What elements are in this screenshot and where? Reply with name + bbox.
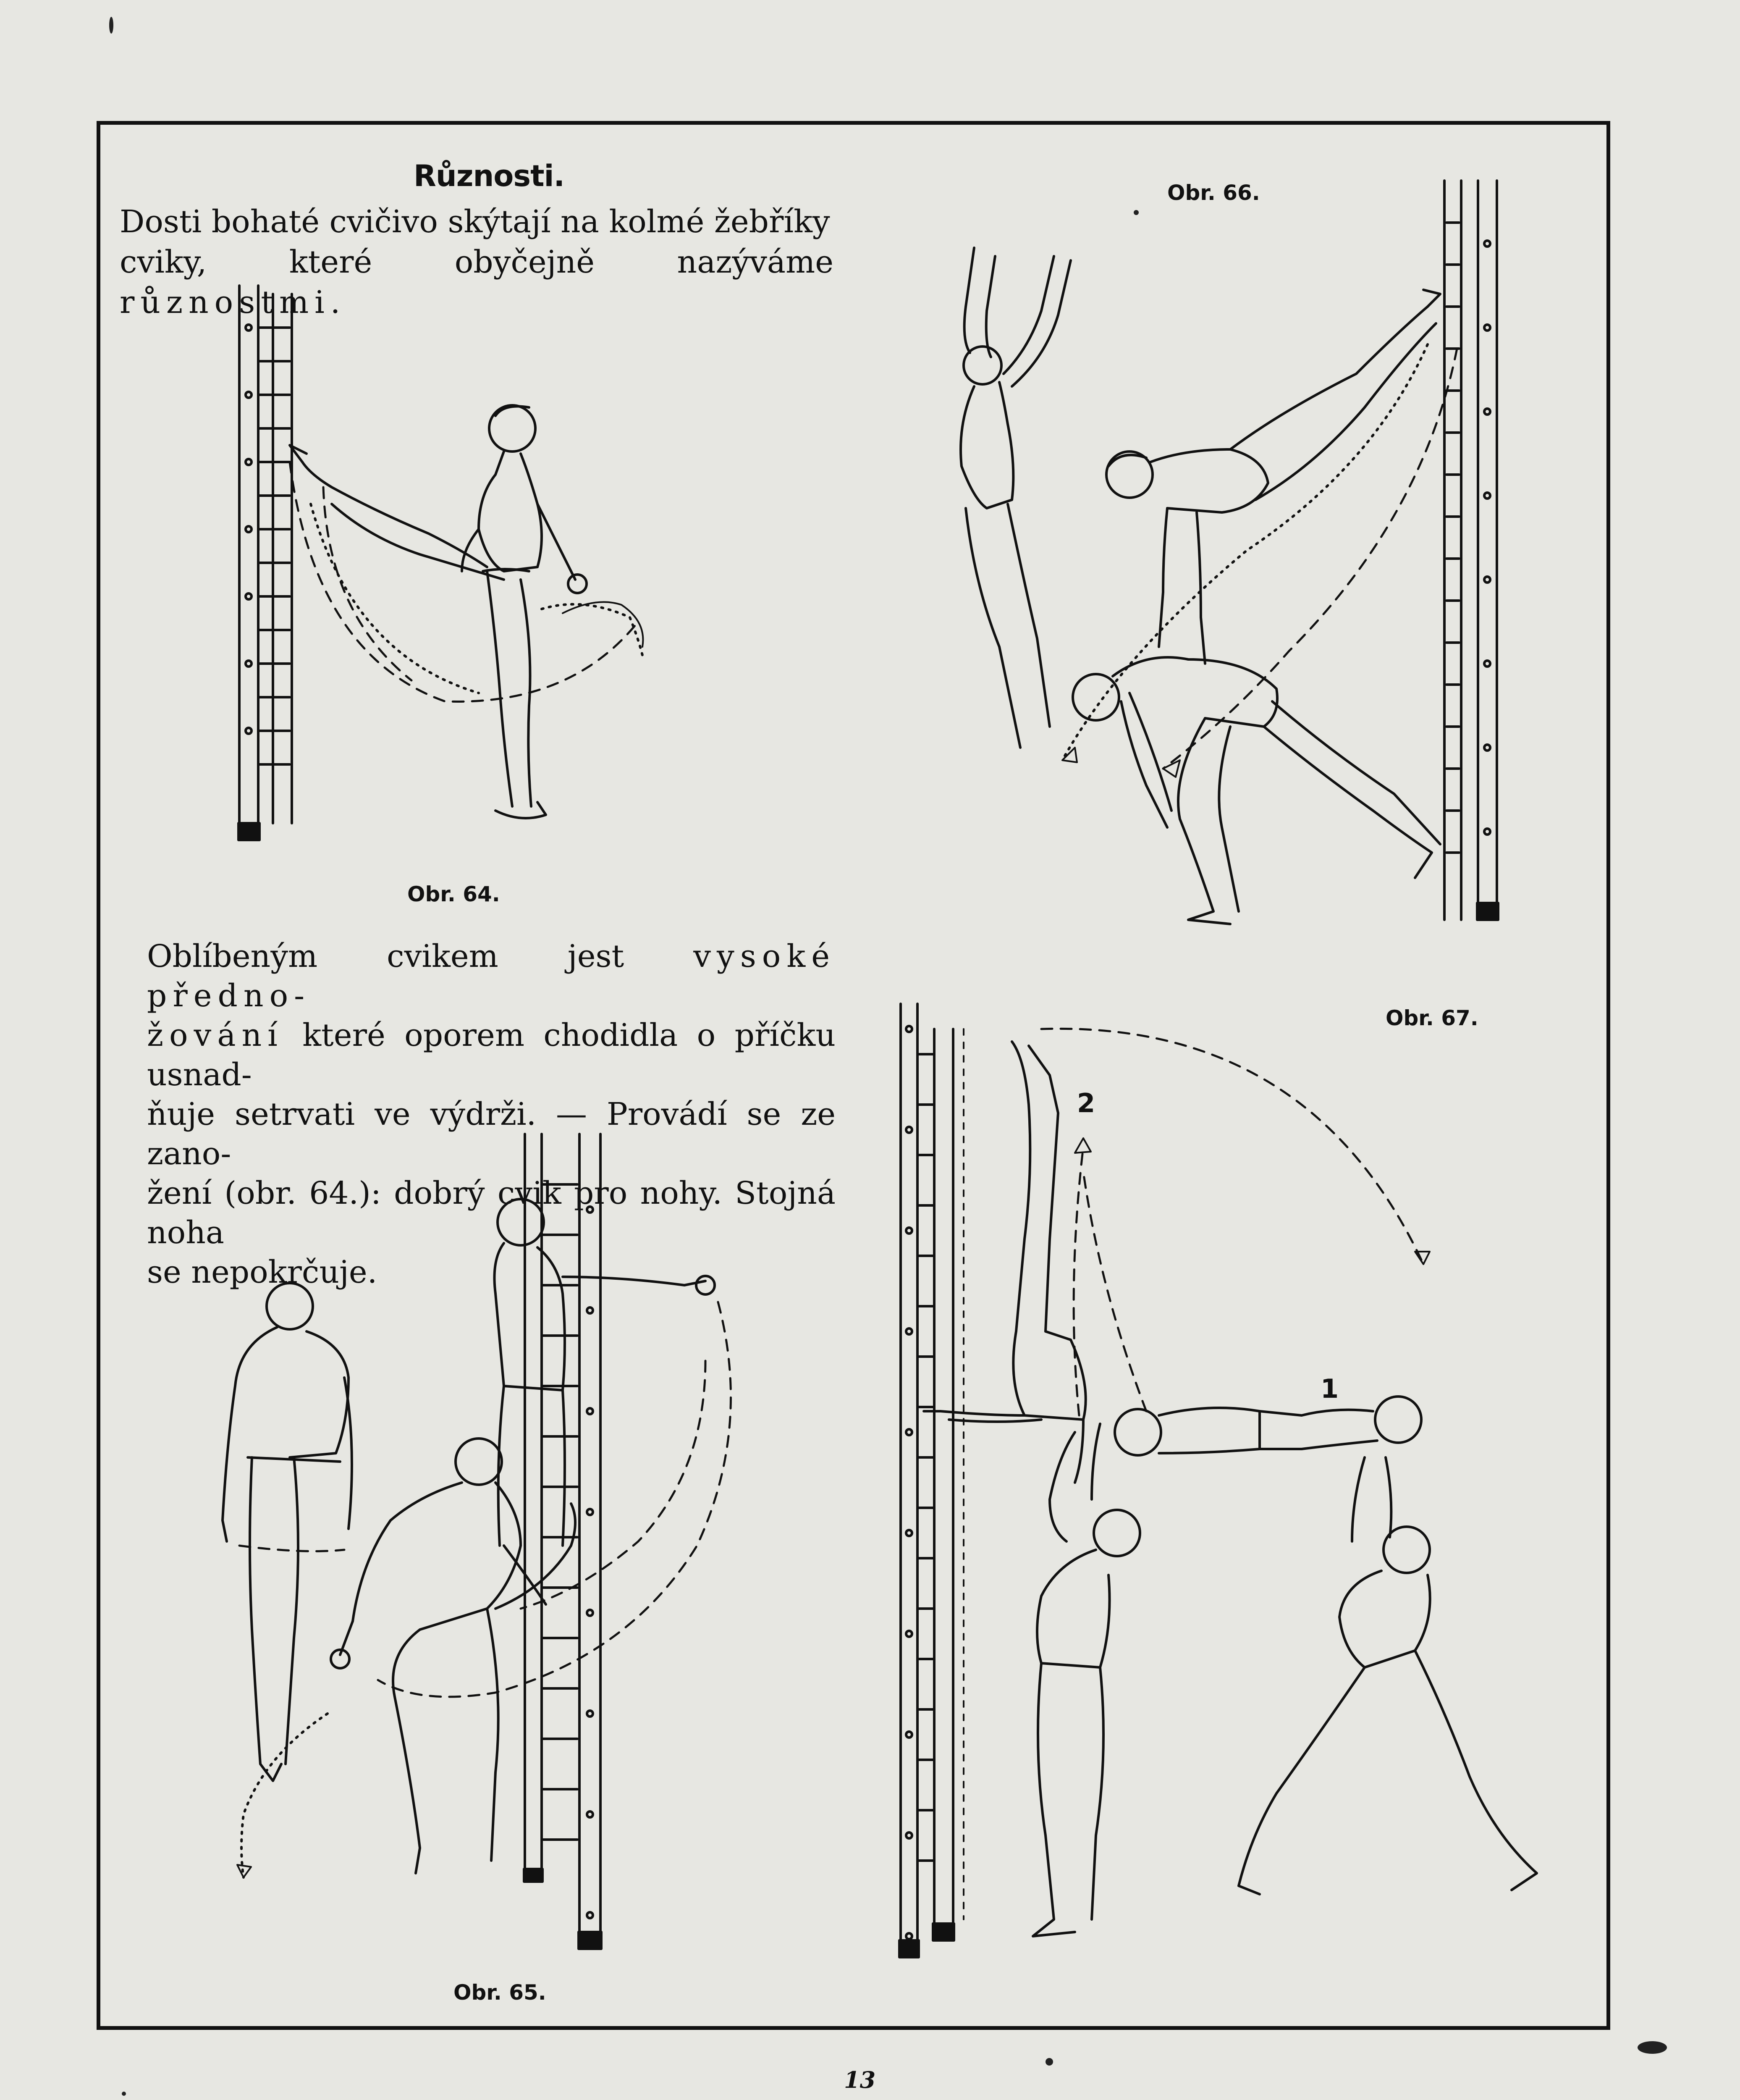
fig64-gymnast xyxy=(290,405,587,818)
page-number: 13 xyxy=(844,2066,876,2093)
fig65-upper-man xyxy=(495,1199,715,1604)
para-line-4: žení (obr. 64.): dobrý cvik pro nohy. Stojná noha xyxy=(147,1175,836,1251)
para-line-1-text: Oblíbeným cvikem jest xyxy=(147,938,694,974)
fig67-position-2-label: 2 xyxy=(1077,1088,1095,1118)
fig66-ladder xyxy=(1444,181,1498,920)
intro-line-2-text: cviky, které obyčejně nazýváme xyxy=(120,244,833,280)
fig67-ladder xyxy=(899,1004,954,1957)
fig67-horizontal-gymnast xyxy=(1115,1396,1421,1455)
fig67-supporting-man-right xyxy=(1239,1457,1537,1894)
paper-speck xyxy=(1638,2041,1667,2054)
para-line-2-text: které oporem chodidla o příčku usnad- xyxy=(147,1017,836,1093)
para-line-5: se nepokrčuje. xyxy=(147,1254,377,1290)
para-line-2 xyxy=(147,1016,836,1095)
caption-fig-65: Obr. 65. xyxy=(453,1980,546,2005)
para-spaced-term-2: žování xyxy=(147,1017,283,1053)
paper-speck xyxy=(122,2092,126,2096)
caption-fig-66: Obr. 66. xyxy=(1167,181,1260,205)
intro-line-1: Dosti bohaté cvičivo skýtají na kolmé žebříky xyxy=(120,204,830,240)
figure-64 xyxy=(227,277,773,874)
intro-spaced-term: různostmi. xyxy=(120,284,346,320)
paper-speck xyxy=(1046,2058,1053,2066)
fig66-bottom-gymnast xyxy=(1073,657,1440,924)
para-spaced-term-1: vysoké předno- xyxy=(147,938,836,1014)
fig67-supporting-man-left xyxy=(1033,1424,1140,1936)
fig66-top-gymnast xyxy=(1106,290,1440,664)
caption-fig-67: Obr. 67. xyxy=(1386,1006,1478,1030)
fig65-bending-man xyxy=(331,1438,575,1873)
fig66-jumper xyxy=(961,248,1071,748)
section-heading: Různosti. xyxy=(414,159,565,193)
caption-fig-64: Obr. 64. xyxy=(407,882,500,906)
fig67-position-1-label: 1 xyxy=(1321,1373,1339,1404)
fig67-handstand-gymnast xyxy=(924,1042,1086,1483)
figure-65 xyxy=(202,1126,815,1974)
figure-67 xyxy=(890,995,1554,1987)
fig64-ladder xyxy=(238,286,292,840)
paper-speck xyxy=(109,17,113,34)
para-line-3: ňuje setrvati ve výdrži. — Provádí se ze zano- xyxy=(147,1096,836,1172)
figure-66 xyxy=(911,172,1541,949)
para-line-1 xyxy=(147,937,836,1016)
fig65-standing-man xyxy=(223,1283,352,1781)
